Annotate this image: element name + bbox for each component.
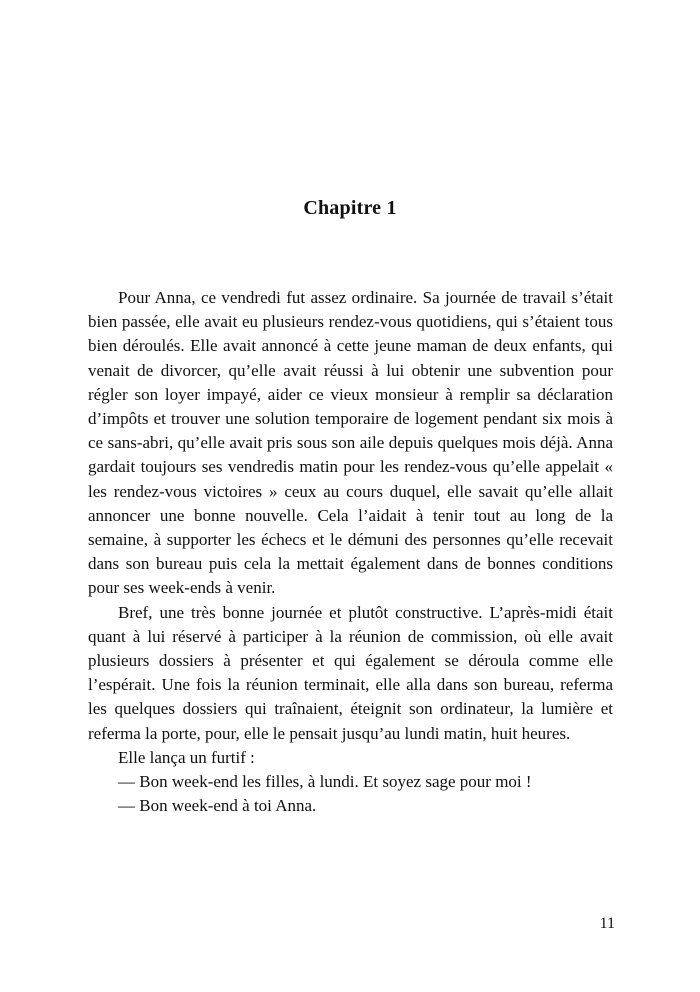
dialogue-line-2: — Bon week-end à toi Anna. (118, 796, 317, 816)
paragraph-1: Pour Anna, ce vendredi fut assez ordinaire. Sa journée de travail s’était bien passée, elle avait eu plusieurs rendez-vous quotidiens, qui s’étaient tous bien déroulés. Elle avait annoncé à cette jeune maman de deux enfants, qui venait de divorcer, qu’elle avait réussi à lui obtenir une subvention pour régler son loyer impayé, aider ce vieux monsieur à remplir sa déclaration d’impôts et trouver une solution temporaire de logement pendant six mois à ce sans-abri, qu’elle avait pris sous son aile depuis quelques mois déjà. Anna gardait toujours ses vendredis matin pour les rendez-vous qu’elle appelait « les rendez-vous victoires » ceux au cours duquel, elle savait qu’elle allait annoncer une bonne nouvelle. Cela l’aidait à tenir tout au long de la semaine, à supporter les échecs et le démuni des personnes qu’elle recevait dans son bureau puis cela la mettait également dans de bonnes conditions pour ses week-ends à venir. (88, 288, 613, 598)
paragraph-3: Elle lança un furtif : (118, 747, 255, 767)
dialogue-line-1: — Bon week-end les filles, à lundi. Et soyez sage pour moi ! (118, 772, 532, 792)
chapter-body (88, 286, 613, 818)
chapter-title: Chapitre 1 (303, 197, 397, 219)
page-number: 11 (599, 915, 615, 932)
paragraph-2: Bref, une très bonne journée et plutôt constructive. L’après-midi était quant à lui réservé à participer à la réunion de commission, où elle avait plusieurs dossiers à présenter et qui également se déroula comme elle l’espérait. Une fois la réunion terminait, elle alla dans son bureau, referma les quelques dossiers qui traînaient, éteignit son ordinateur, la lumière et referma la porte, pour, elle le pensait jusqu’au lundi matin, huit heures. (88, 602, 613, 743)
